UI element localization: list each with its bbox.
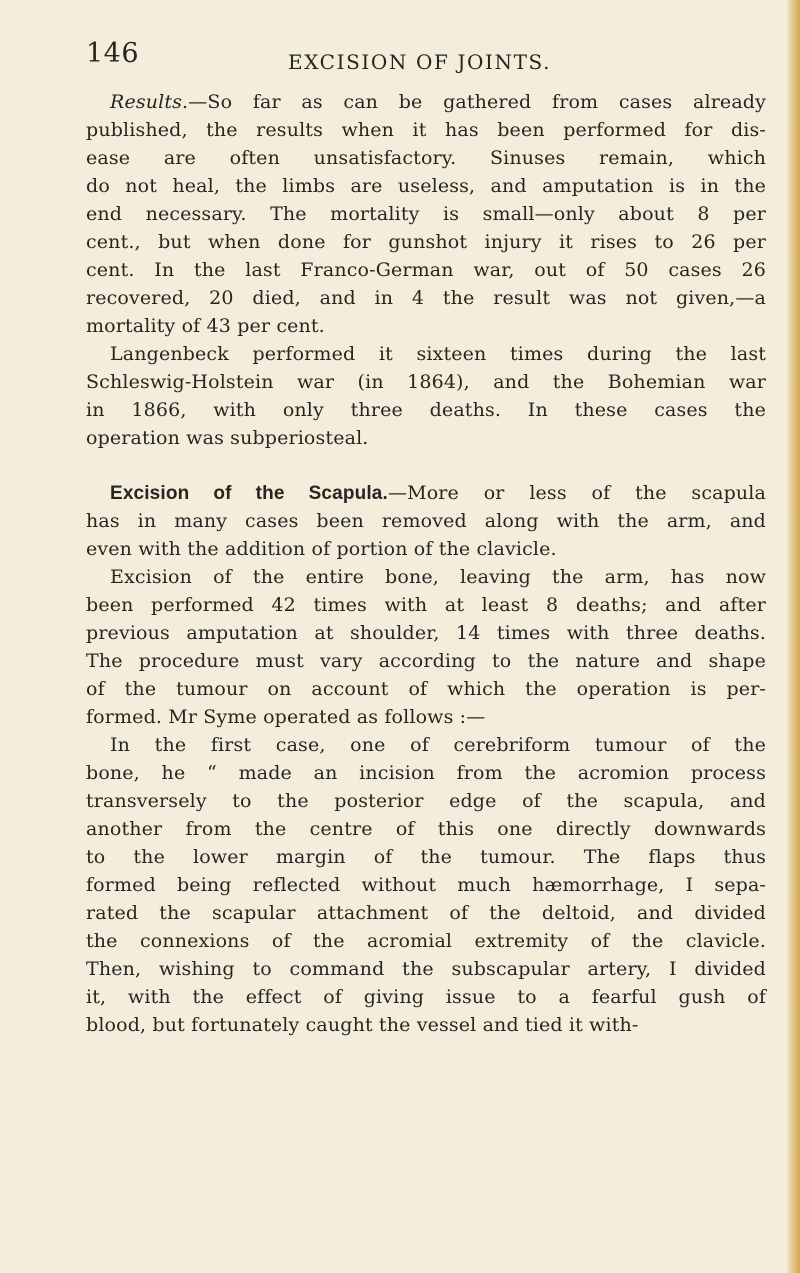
page-header: [0, 38, 800, 78]
text-line: to the lower margin of the tumour. The flaps thus: [86, 846, 766, 868]
section-heading: Excision of the Scapula.: [110, 483, 388, 504]
text-line: The procedure must vary according to the nature and shape: [86, 650, 766, 672]
running-head: EXCISION OF JOINTS.: [288, 50, 552, 74]
text-line: formed. Mr Syme operated as follows :—: [86, 706, 486, 728]
text-line: in 1866, with only three deaths. In these cases the: [86, 399, 766, 421]
text-line: Results.—So far as can be gathered from cases already: [110, 91, 766, 113]
text-line: published, the results when it has been performed for dis-: [86, 119, 766, 141]
results-label: Results.: [110, 91, 189, 113]
text-line: of the tumour on account of which the operation is per-: [86, 678, 766, 700]
text-line: cent., but when done for gunshot injury it rises to 26 per: [86, 231, 766, 253]
text-line: bone, he “ made an incision from the acromion process: [86, 762, 766, 784]
text-line: Excision of the Scapula.—More or less of the scapula: [110, 482, 767, 504]
text-line: cent. In the last Franco-German war, out of 50 cases 26: [86, 259, 766, 281]
text-line: rated the scapular attachment of the deltoid, and divided: [86, 902, 766, 924]
text-line: Then, wishing to command the subscapular artery, I divided: [86, 958, 766, 980]
section-spacer: [86, 452, 766, 479]
text-line: formed being reflected without much hæmorrhage, I sepa-: [86, 874, 766, 896]
page-edge: [786, 0, 800, 1273]
paragraph-results: [86, 88, 766, 340]
text-line: end necessary. The mortality is small—only about 8 per: [86, 203, 766, 225]
text-line: has in many cases been removed along with the arm, and: [86, 510, 766, 532]
text-line: recovered, 20 died, and in 4 the result was not given,—a: [86, 287, 766, 309]
text-line: the connexions of the acromial extremity of the clavicle.: [86, 930, 766, 952]
text-line: Schleswig-Holstein war (in 1864), and the Bohemian war: [86, 371, 766, 393]
text-line: it, with the effect of giving issue to a fearful gush of: [86, 986, 766, 1008]
text-line: another from the centre of this one directly downwards: [86, 818, 766, 840]
text-line: In the first case, one of cerebriform tumour of the: [110, 734, 766, 756]
paragraph-langenbeck: [86, 340, 766, 452]
paragraph-entire-bone: [86, 563, 766, 731]
paragraph-scapula: [86, 479, 766, 563]
page-number: 146: [86, 38, 140, 69]
paragraph-syme-case: [86, 731, 766, 1039]
text-line: been performed 42 times with at least 8 deaths; and after: [86, 594, 766, 616]
text-line: ease are often unsatisfactory. Sinuses remain, which: [86, 147, 766, 169]
text-line: transversely to the posterior edge of the scapula, and: [86, 790, 766, 812]
text-line: blood, but fortunately caught the vessel and tied it with-: [86, 1014, 639, 1036]
text-line: previous amputation at shoulder, 14 times with three deaths.: [86, 622, 766, 644]
body-text: [86, 88, 766, 1039]
text-line: operation was subperiosteal.: [86, 427, 369, 449]
text-line: even with the addition of portion of the clavicle.: [86, 538, 557, 560]
text-line: Langenbeck performed it sixteen times during the last: [110, 343, 766, 365]
text-line: do not heal, the limbs are useless, and amputation is in the: [86, 175, 766, 197]
text-line: Excision of the entire bone, leaving the arm, has now: [110, 566, 766, 588]
text-line: mortality of 43 per cent.: [86, 315, 325, 337]
